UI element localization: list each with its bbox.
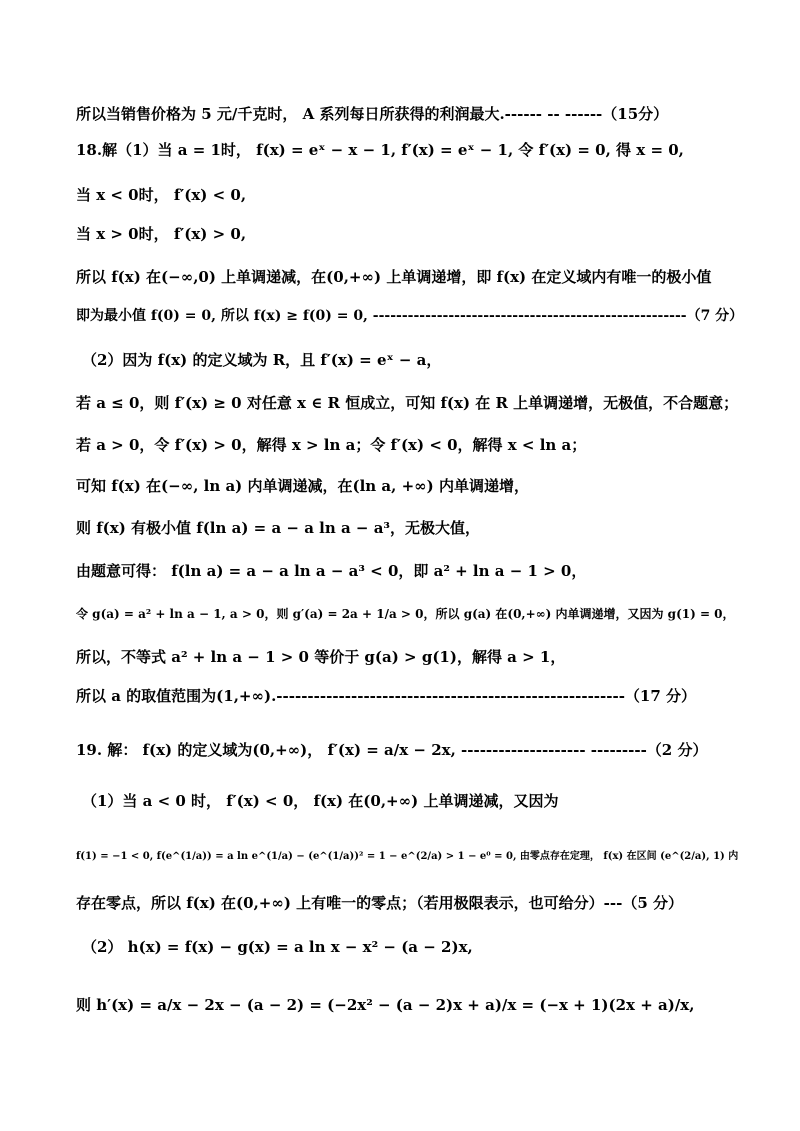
text-line-21: 则 h′(x) = a/x − 2x − (a − 2) = (−2x² − (a − 2)x + a)/x = (−x + 1)(2x + a)/x, (76, 996, 695, 1014)
text-line-16: 19. 解： f(x) 的定义域为(0,+∞)， f′(x) = a/x − 2x, -------------------- ---------（2 分） (76, 741, 708, 759)
text-line-8: 若 a ≤ 0，则 f′(x) ≥ 0 对任意 x ∈ R 恒成立，可知 f(x) 在 R 上单调递增，无极值，不合题意； (76, 394, 739, 412)
text-line-5: 所以 f(x) 在(−∞,0) 上单调递减，在(0,+∞) 上单调递增，即 f(x) 在定义域内有唯一的极小值 (76, 268, 712, 286)
text-line-9: 若 a > 0，令 f′(x) > 0，解得 x > ln a；令 f′(x) < 0，解得 x < ln a； (76, 436, 587, 454)
text-line-11: 则 f(x) 有极小值 f(ln a) = a − a ln a − a³，无极大值， (76, 519, 480, 537)
text-line-7: （2）因为 f(x) 的定义域为 R，且 f′(x) = eˣ − a， (82, 351, 442, 369)
text-line-2: 18.解（1）当 a = 1时， f(x) = eˣ − x − 1, f′(x) = eˣ − 1, 令 f′(x) = 0, 得 x = 0, (76, 141, 684, 159)
text-line-4: 当 x > 0时， f′(x) > 0, (76, 225, 247, 243)
text-line-12: 由题意可得： f(ln a) = a − a ln a − a³ < 0，即 a² + ln a − 1 > 0， (76, 562, 587, 580)
text-line-14: 所以，不等式 a² + ln a − 1 > 0 等价于 g(a) > g(1)，解得 a > 1， (76, 648, 566, 666)
text-line-1: 所以当销售价格为 5 元/千克时， A 系列每日所获得的利润最大.------ -- ------（15分） (76, 105, 669, 123)
text-line-15: 所以 a 的取值范围为(1,+∞).--------------------------------------------------------（17 分） (76, 687, 697, 705)
text-line-18: f(1) = −1 < 0, f(e^(1/a)) = a ln e^(1/a) − (e^(1/a))² = 1 − e^(2/a) > 1 − e⁰ = 0, 由零点存在定理， f(x) 在区间 (e^(2/a), 1) 内 (76, 851, 739, 862)
text-line-13: 令 g(a) = a² + ln a − 1, a > 0，则 g′(a) = 2a + 1/a > 0，所以 g(a) 在(0,+∞) 内单调递增，又因为 g(1) = 0， (76, 607, 735, 621)
text-line-19: 存在零点，所以 f(x) 在(0,+∞) 上有唯一的零点；（若用极限表示，也可给分）---（5 分） (76, 894, 684, 912)
text-line-6: 即为最小值 f(0) = 0, 所以 f(x) ≥ f(0) = 0, ------------------------------------------------------（7 分） (76, 308, 744, 324)
text-line-10: 可知 f(x) 在(−∞, ln a) 内单调递减，在(ln a, +∞) 内单调递增， (76, 477, 529, 495)
text-line-3: 当 x < 0时， f′(x) < 0, (76, 186, 247, 204)
text-line-17: （1）当 a < 0 时， f′(x) < 0， f(x) 在(0,+∞) 上单调递减，又因为 (82, 792, 559, 810)
text-line-20: （2） h(x) = f(x) − g(x) = a ln x − x² − (a − 2)x, (82, 938, 473, 956)
